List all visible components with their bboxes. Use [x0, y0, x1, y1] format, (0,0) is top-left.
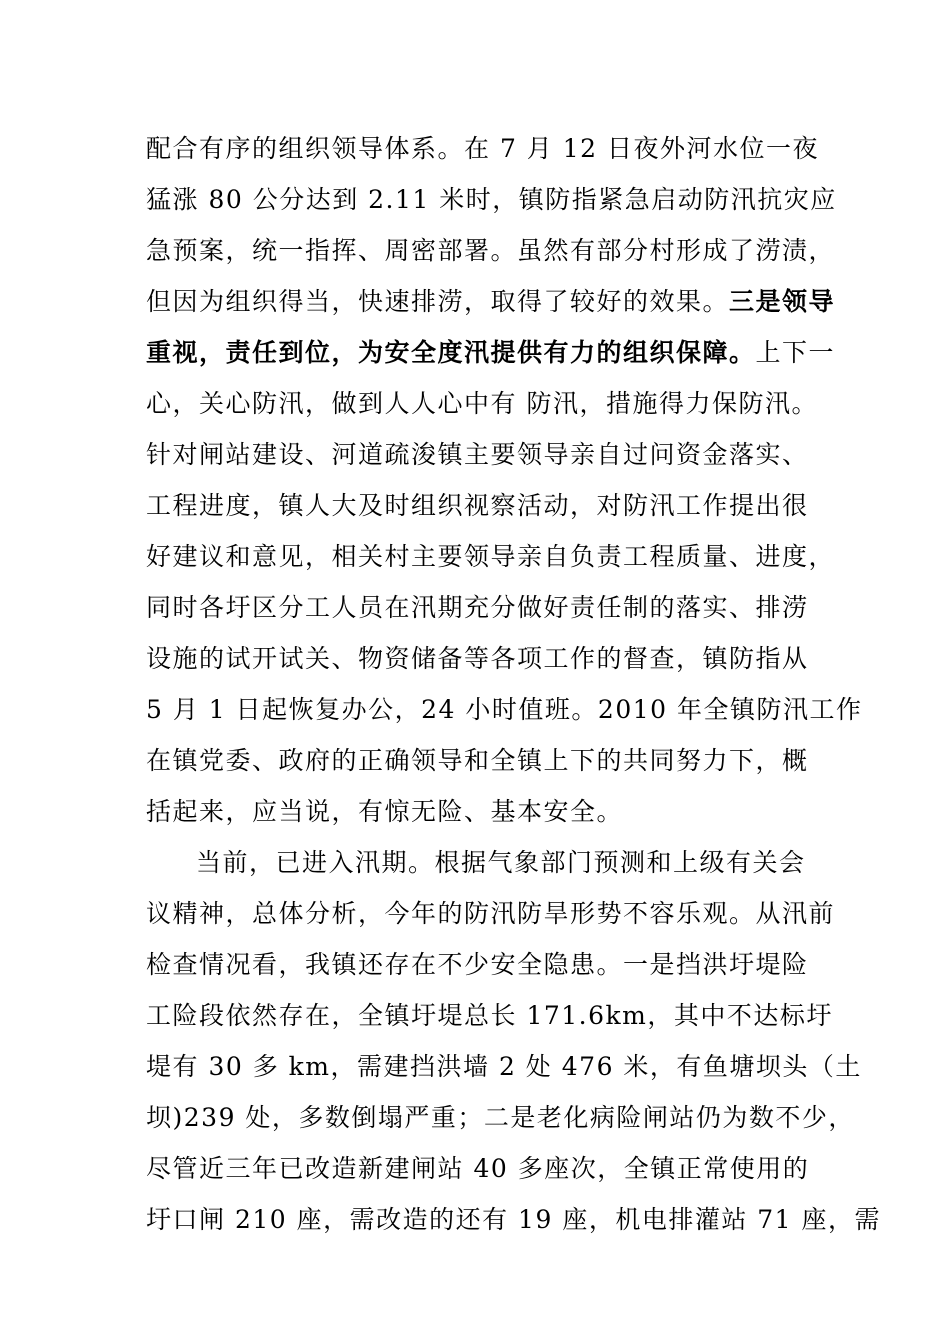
text-run: 设施的试开试关、物资储备等各项工作的督查，镇防指从 [146, 644, 809, 673]
text-line [196, 848, 806, 878]
text-run: 坝)239 处，多数倒塌严重；二是老化病险闸站仍为数不少， [146, 1103, 855, 1132]
text-line [146, 644, 809, 674]
text-line [146, 236, 835, 266]
text-line [146, 746, 809, 776]
text-line [146, 134, 819, 164]
text-line [146, 1154, 809, 1184]
text-run: 工险段依然存在，全镇圩堤总长 171.6km，其中不达标圩 [146, 1001, 833, 1030]
text-line [146, 287, 835, 317]
text-line [146, 1052, 862, 1082]
text-line [146, 185, 837, 215]
text-run: 好建议和意见，相关村主要领导亲自负责工程质量、进度， [146, 542, 836, 571]
text-run: 同时各圩区分工人员在汛期充分做好责任制的落实、排涝 [146, 593, 809, 622]
text-run: 心，关心防汛，做到人人心中有 防汛，措施得力保防汛。 [146, 389, 818, 418]
text-line [146, 440, 809, 470]
text-run: 配合有序的组织领导体系。在 7 月 12 日夜外河水位一夜 [146, 134, 820, 163]
text-run: 急预案，统一指挥、周密部署。虽然有部分村形成了涝渍， [146, 236, 836, 265]
text-run: 检查情况看，我镇还存在不少安全隐患。一是挡洪圩堤险 [146, 950, 809, 979]
text-line [146, 1001, 833, 1031]
text-line [146, 1205, 881, 1235]
text-line [146, 1103, 855, 1133]
text-line [146, 899, 835, 929]
bold-text-run: 三是领导 [729, 287, 836, 316]
text-run: 括起来，应当说，有惊无险、基本安全。 [146, 797, 624, 826]
text-run: 在镇党委、政府的正确领导和全镇上下的共同努力下，概 [146, 746, 809, 775]
text-run: 工程进度，镇人大及时组织视察活动，对防汛工作提出很 [146, 491, 809, 520]
text-run: 尽管近三年已改造新建闸站 40 多座次，全镇正常使用的 [146, 1154, 810, 1183]
text-run: 议精神，总体分析，今年的防汛防旱形势不容乐观。从汛前 [146, 899, 836, 928]
text-run: 当前，已进入汛期。根据气象部门预测和上级有关会 [196, 848, 806, 877]
text-run: 5 月 1 日起恢复办公，24 小时值班。2010 年全镇防汛工作 [146, 695, 863, 724]
text-line [146, 491, 809, 521]
text-run: 上下一 [755, 338, 836, 367]
text-line [146, 593, 809, 623]
text-line [146, 695, 862, 725]
text-run: 但因为组织得当，快速排涝，取得了较好的效果。 [146, 287, 730, 316]
text-run: 圩口闸 210 座，需改造的还有 19 座，机电排灌站 71 座，需 [146, 1205, 882, 1234]
text-line [146, 797, 623, 827]
text-run: 猛涨 80 公分达到 2.11 米时，镇防指紧急启动防汛抗灾应 [146, 185, 837, 214]
text-line [146, 542, 835, 572]
bold-text-run: 重视，责任到位，为安全度汛提供有力的组织保障。 [146, 338, 756, 367]
text-line [146, 950, 809, 980]
text-line [146, 338, 835, 368]
text-line [146, 389, 818, 419]
text-run: 堤有 30 多 km，需建挡洪墙 2 处 476 米，有鱼塘坝头（土 [146, 1052, 862, 1081]
text-run: 针对闸站建设、河道疏浚镇主要领导亲自过问资金落实、 [146, 440, 809, 469]
